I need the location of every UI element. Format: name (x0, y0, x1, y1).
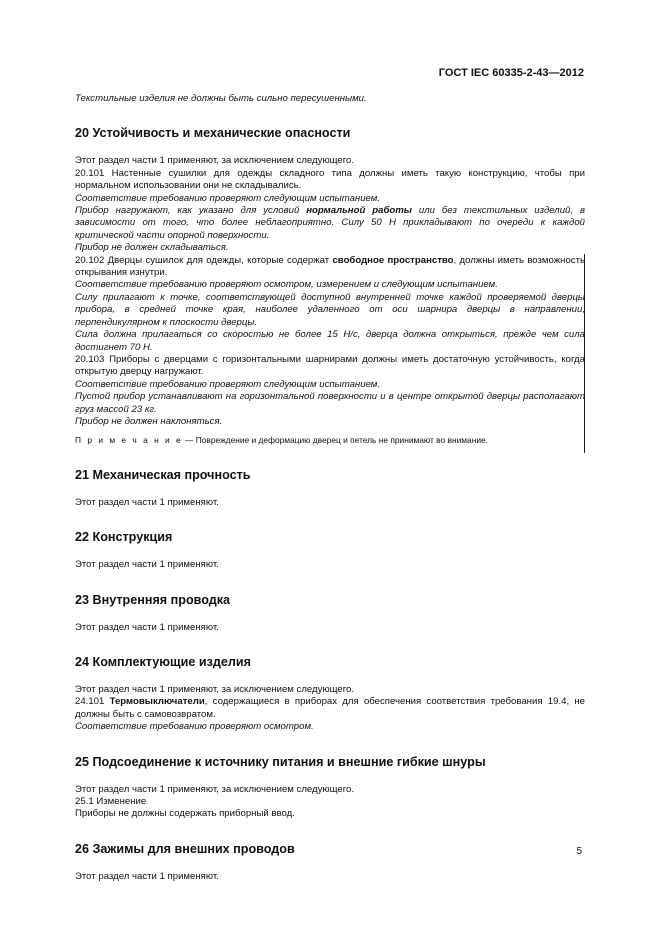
s20-p4-term: нормальной работы (306, 205, 412, 217)
s25-p2: 25.1 Изменение (75, 796, 147, 807)
s24-p2-part1: 24.101 (75, 696, 110, 708)
s20-p9: Сила должна прилагаться со скоростью не более 15 Н/с, дверца должна открыться, прежде чем сила достигнет 70 Н. (75, 329, 585, 353)
s25-p1: Этот раздел части 1 применяют, за исключением следующего. (75, 783, 355, 795)
s20-p6 (75, 255, 585, 280)
s20-p8: Силу прилагают к точке, соответствующей доступной внутренней точке каждой проверяемой дверцы прибора, в средней точке края, наиболее удаленного от оси шарнира дверцы в направлении, перпендикулярном к плоскости дверцы. (75, 291, 585, 328)
s20-p4 (75, 205, 585, 242)
s20-p3: Соответствие требованию проверяют следующим испытанием. (75, 192, 381, 204)
s20-p10: 20.103 Приборы с дверцами с горизонтальными шарнирами должны иметь достаточную устойчивость, когда открытую дверцу нагружают. (75, 353, 585, 378)
note-label: П р и м е ч а н и е (75, 435, 183, 446)
section-20-title: 20 Устойчивость и механические опасности (75, 126, 351, 141)
section-21-title: 21 Механическая прочность (75, 467, 251, 482)
s20-p4-part3: или без текстильных изделий, в зависимости от того, что более неблагоприятно. Силу 50 Н прикладывают по очереди к каждой критической части опорной поверхности. (75, 205, 585, 241)
s20-p11: Соответствие требованию проверяют следующим испытанием. (75, 378, 381, 390)
section-26-title: 26 Зажимы для внешних проводов (75, 841, 295, 856)
s24-p2-term: Термовыключатели (109, 696, 205, 708)
section-23-title: 23 Внутренняя проводка (75, 592, 231, 607)
s20-p6-term: свободное пространство (332, 254, 454, 266)
s20-p6-part1: 20.102 Дверцы сушилок для одежды, которые содержат (75, 254, 333, 266)
s20-p5: Прибор не должен складываться. (75, 242, 229, 254)
page-number: 5 (576, 846, 582, 857)
s23-p1: Этот раздел части 1 применяют. (75, 621, 219, 633)
s20-p2: 20.101 Настенные сушилки для одежды складного типа должны иметь такую конструкцию, чтобы при нормальном использовании они не складывались. (75, 167, 585, 192)
document-header: ГОСТ IEC 60335-2-43—2012 (438, 67, 584, 79)
s26-p1: Этот раздел части 1 применяют. (75, 870, 219, 882)
intro-paragraph: Текстильные изделия не должны быть сильно пересушенными. (75, 93, 367, 104)
s25-p3: Приборы не должны содержать приборный ввод. (75, 808, 295, 820)
section-22-title: 22 Конструкция (75, 530, 173, 545)
s24-p1: Этот раздел части 1 применяют, за исключением следующего. (75, 683, 355, 695)
s24-p2 (75, 696, 585, 721)
note-text: — Повреждение и деформацию дверец и петель не принимают во внимание. (182, 435, 488, 446)
s20-p12: Пустой прибор устанавливают на горизонтальной поверхности и в центре открытой дверцы располагают груз массой 23 кг. (75, 391, 585, 415)
s20-note (75, 434, 585, 446)
s24-p2-part3: , содержащиеся в приборах для обеспечения соответствия требования 19.4, не должны быть с самовозвратом. (75, 696, 585, 720)
section-24-title: 24 Комплектующие изделия (75, 654, 251, 669)
s20-p6-part3: , должны иметь возможность открывания изнутри. (75, 254, 585, 279)
s24-p3: Соответствие требованию проверяют осмотром. (75, 721, 314, 733)
section-25-title: 25 Подсоединение к источнику питания и внешние гибкие шнуры (75, 754, 486, 769)
s20-p1: Этот раздел части 1 применяют, за исключением следующего. (75, 155, 355, 167)
s21-p1: Этот раздел части 1 применяют. (75, 496, 219, 508)
s22-p1: Этот раздел части 1 применяют. (75, 559, 219, 571)
s20-p13: Прибор не должен наклоняться. (75, 415, 223, 427)
page-content (75, 93, 585, 883)
s20-p7: Соответствие требованию проверяют осмотром, измерением и следующим испытанием. (75, 279, 498, 291)
s20-p4-part1: Прибор нагружают, как указано для условий (75, 205, 307, 217)
